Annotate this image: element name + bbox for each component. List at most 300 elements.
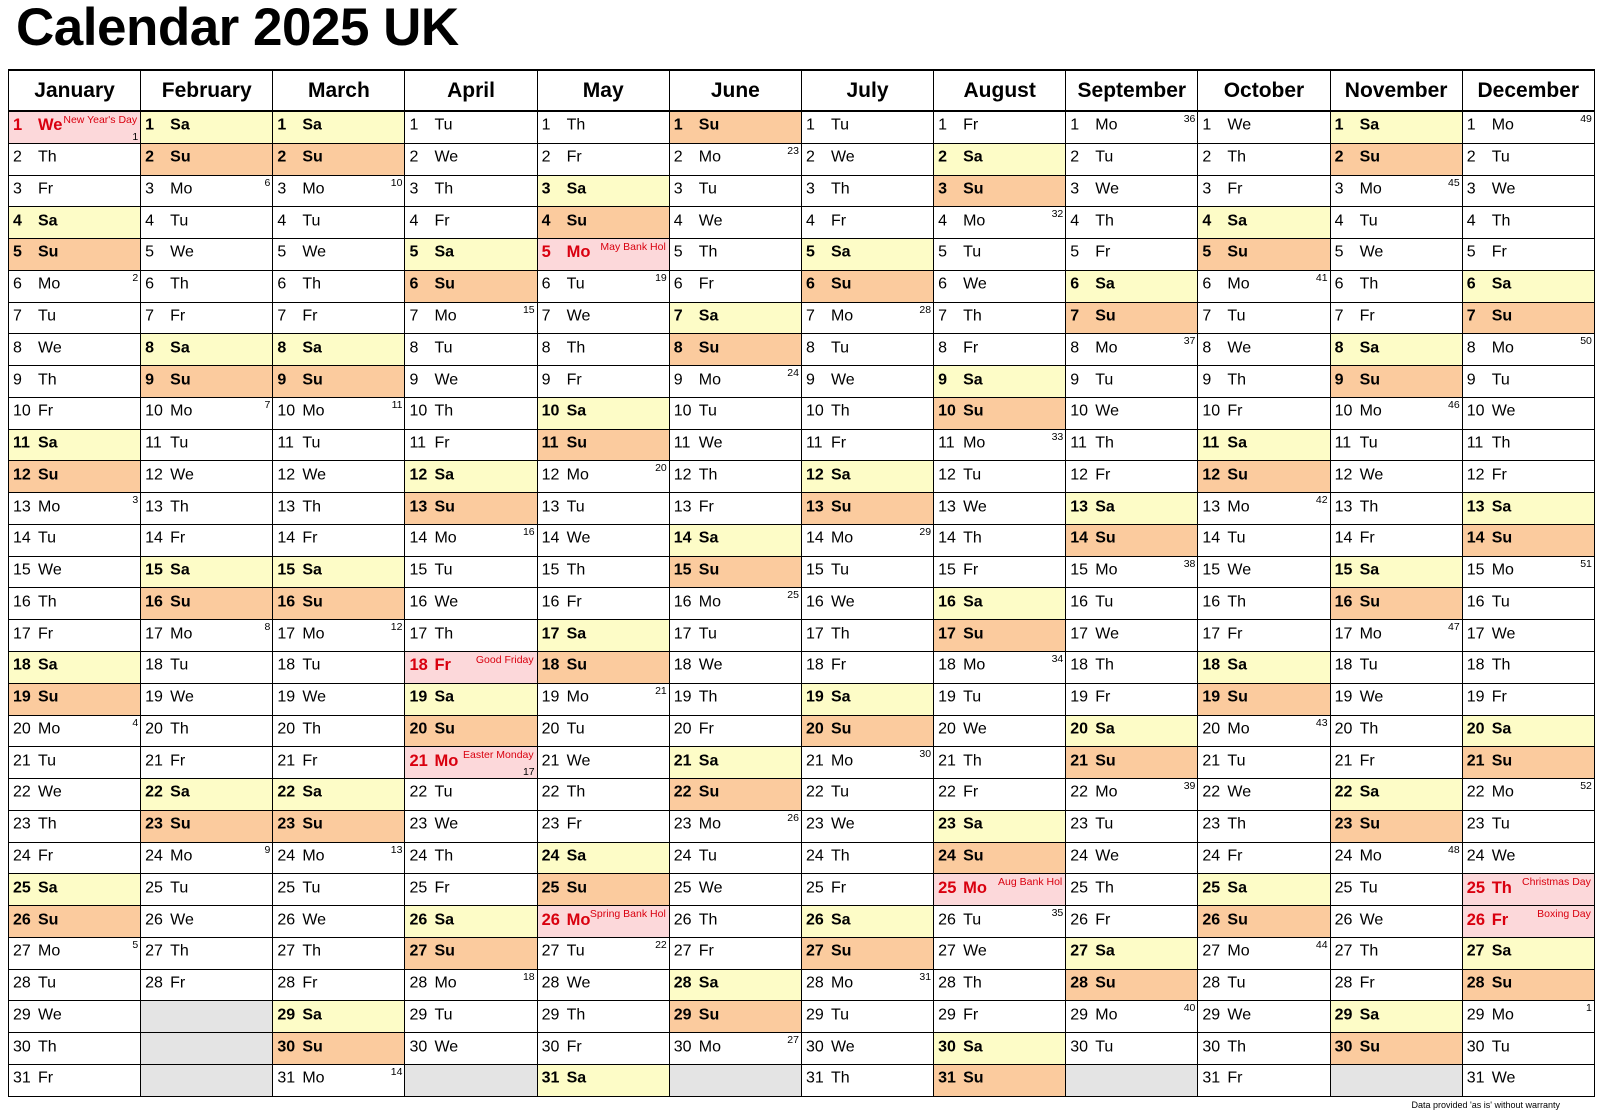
day-number: 11	[13, 434, 30, 452]
sunday-cell	[1066, 747, 1198, 779]
day-cell-content	[670, 557, 801, 588]
day-cell-content	[802, 334, 933, 365]
weekday-abbrev: We	[1359, 911, 1384, 929]
weekday-abbrev: Fr	[302, 529, 318, 547]
day-number: 5	[145, 243, 155, 261]
weekday-abbrev: Fr	[963, 784, 979, 802]
weekday-abbrev: Fr	[566, 815, 582, 833]
day-cell-content	[934, 334, 1065, 365]
day-number: 26	[145, 911, 163, 929]
day-cell	[1330, 461, 1462, 493]
week-number: 26	[787, 811, 799, 824]
day-cell-content	[670, 1001, 801, 1032]
weekday-abbrev: Th	[830, 402, 850, 420]
day-number: 23	[145, 815, 163, 833]
sunday-cell	[1330, 810, 1462, 842]
day-number: 20	[938, 720, 956, 738]
day-number: 3	[541, 180, 551, 198]
day-cell-content	[1066, 525, 1197, 556]
day-cell-content	[9, 970, 140, 1001]
sunday-cell	[9, 239, 141, 271]
day-cell-content	[405, 970, 536, 1001]
saturday-cell	[1198, 429, 1330, 461]
day-cell	[1198, 366, 1330, 398]
day-cell-content	[405, 684, 536, 715]
weekday-abbrev: Fr	[302, 307, 318, 325]
day-cell-content	[405, 843, 536, 874]
day-number: 30	[1202, 1038, 1221, 1056]
weekday-abbrev: Su	[1227, 466, 1248, 484]
day-cell-content	[934, 716, 1065, 747]
holiday-cell	[934, 874, 1066, 906]
day-cell-content	[141, 874, 272, 905]
weekday-abbrev: Mo	[698, 371, 722, 389]
saturday-cell	[537, 1064, 669, 1096]
week-number: 41	[1315, 271, 1328, 284]
holiday-cell	[405, 652, 537, 684]
day-cell	[9, 810, 141, 842]
weekday-abbrev: Fr	[434, 656, 451, 675]
day-cell-content	[1463, 207, 1594, 238]
day-cell-content	[405, 176, 536, 207]
weekday-abbrev: Th	[1359, 942, 1379, 960]
day-number: 9	[1202, 371, 1212, 389]
day-cell	[1066, 397, 1198, 429]
day-cell	[669, 143, 801, 175]
day-cell-content	[1463, 970, 1594, 1001]
day-cell-content	[1198, 176, 1329, 207]
weekday-abbrev: Mo	[830, 974, 854, 992]
weekday-abbrev: Th	[1095, 879, 1114, 897]
weekday-abbrev: Su	[698, 116, 720, 134]
weekday-abbrev: Th	[1491, 212, 1511, 230]
weekday-abbrev: Fr	[1095, 243, 1111, 261]
weekday-abbrev: Su	[963, 402, 984, 420]
day-cell-content	[273, 716, 404, 747]
day-cell-content	[1198, 461, 1329, 492]
day-number: 1	[673, 116, 683, 134]
day-cell-content	[802, 938, 933, 969]
sunday-cell	[1198, 906, 1330, 938]
day-number: 21	[938, 752, 956, 770]
day-number: 26	[1466, 910, 1486, 929]
day-number: 24	[13, 847, 31, 865]
weekday-abbrev: Th	[1359, 720, 1379, 738]
day-number: 29	[1466, 1006, 1485, 1024]
day-number: 26	[409, 911, 428, 929]
day-number: 22	[1466, 784, 1485, 802]
weekday-abbrev: Tu	[302, 212, 321, 230]
day-number: 11	[1466, 434, 1484, 452]
day-cell	[1462, 461, 1594, 493]
weekday-abbrev: Mo	[170, 625, 193, 643]
day-number: 28	[1202, 974, 1221, 992]
day-number: 10	[805, 402, 824, 420]
day-number: 25	[13, 879, 31, 897]
day-cell-content	[9, 811, 140, 842]
day-cell-content	[1066, 461, 1197, 492]
weekday-abbrev: Tu	[302, 879, 321, 897]
day-cell	[1462, 810, 1594, 842]
day-cell-content	[670, 303, 801, 334]
sunday-cell	[537, 207, 669, 239]
day-cell-content	[1066, 652, 1197, 683]
weekday-abbrev: Tu	[1095, 593, 1114, 611]
day-number: 23	[1070, 815, 1089, 833]
weekday-abbrev: Su	[1227, 243, 1248, 261]
day-cell	[801, 524, 933, 556]
weekday-abbrev: Sa	[1095, 720, 1115, 738]
day-cell-content	[9, 271, 140, 302]
day-number: 24	[409, 847, 428, 865]
day-cell-content	[1066, 334, 1197, 365]
day-cell	[1066, 175, 1198, 207]
weekday-abbrev: Fr	[1359, 529, 1375, 547]
day-cell	[1198, 397, 1330, 429]
weekday-abbrev: We	[1359, 688, 1384, 706]
day-cell-content	[934, 207, 1065, 238]
weekday-abbrev: Tu	[698, 180, 717, 198]
weekday-abbrev: Tu	[434, 116, 453, 134]
day-number: 9	[1334, 371, 1344, 389]
day-cell-content	[1463, 430, 1594, 461]
weekday-abbrev: Sa	[1359, 784, 1380, 802]
sunday-cell	[1066, 524, 1198, 556]
sunday-cell	[934, 620, 1066, 652]
day-cell	[141, 969, 273, 1001]
day-number: 15	[1334, 561, 1353, 579]
day-cell	[669, 588, 801, 620]
day-cell-content	[9, 874, 140, 905]
day-number: 30	[1070, 1038, 1089, 1056]
weekday-abbrev: Fr	[38, 1070, 54, 1088]
weekday-abbrev: Tu	[698, 847, 717, 865]
day-row	[9, 969, 1595, 1001]
day-number: 7	[1202, 307, 1212, 325]
weekday-abbrev: Tu	[1095, 371, 1114, 389]
day-number: 7	[673, 307, 683, 325]
day-cell-content	[538, 144, 669, 175]
weekday-abbrev: Sa	[1359, 116, 1380, 134]
day-cell	[537, 779, 669, 811]
holiday-cell	[1462, 874, 1594, 906]
weekday-abbrev: Sa	[302, 116, 322, 134]
day-number: 18	[805, 656, 824, 674]
day-cell	[934, 906, 1066, 938]
day-number: 19	[409, 688, 428, 706]
day-cell	[141, 937, 273, 969]
day-number: 24	[1466, 847, 1485, 865]
day-number: 11	[673, 434, 691, 452]
holiday-cell	[537, 906, 669, 938]
day-number: 22	[277, 784, 296, 802]
day-cell-content	[1463, 747, 1594, 778]
day-number: 29	[1202, 1006, 1221, 1024]
weekday-abbrev: Sa	[1359, 561, 1380, 579]
weekday-abbrev: Su	[302, 148, 323, 166]
weekday-abbrev: Tu	[1359, 434, 1378, 452]
day-number: 12	[938, 466, 956, 484]
day-cell-content	[802, 779, 933, 810]
week-number: 24	[787, 367, 799, 380]
day-cell-content	[1198, 747, 1329, 778]
day-number: 22	[409, 784, 428, 802]
day-number: 18	[409, 656, 428, 675]
day-cell-content	[1331, 557, 1462, 588]
weekday-abbrev: Th	[1359, 498, 1379, 516]
week-number: 31	[919, 970, 932, 983]
day-cell-content	[1331, 1001, 1462, 1032]
sunday-cell	[669, 1001, 801, 1033]
sunday-cell	[141, 588, 273, 620]
weekday-abbrev: Th	[170, 720, 189, 738]
saturday-cell	[1330, 556, 1462, 588]
weekday-abbrev: Th	[1227, 815, 1247, 833]
day-cell-content	[405, 747, 536, 778]
weekday-abbrev: We	[1095, 180, 1119, 198]
week-number: 27	[787, 1034, 799, 1047]
weekday-abbrev: Mo	[170, 180, 193, 198]
day-cell	[405, 429, 537, 461]
day-row	[9, 111, 1595, 143]
day-number: 28	[938, 974, 956, 992]
saturday-cell	[9, 429, 141, 461]
day-cell-content	[802, 1033, 933, 1064]
saturday-cell	[669, 524, 801, 556]
weekday-abbrev: Tu	[1095, 148, 1114, 166]
day-number: 8	[145, 339, 155, 357]
weekday-abbrev: We	[38, 561, 62, 579]
week-number: 16	[522, 525, 535, 538]
day-cell	[405, 366, 537, 398]
day-number: 2	[145, 148, 155, 166]
day-cell	[537, 969, 669, 1001]
day-number: 18	[277, 656, 296, 674]
day-number: 18	[1070, 656, 1089, 674]
day-cell-content	[141, 716, 272, 747]
day-number: 20	[1202, 720, 1221, 738]
weekday-abbrev: Fr	[170, 529, 186, 547]
week-number: 45	[1448, 176, 1460, 189]
weekday-abbrev: We	[1227, 339, 1252, 357]
week-number: 22	[655, 938, 667, 951]
day-number: 4	[673, 212, 683, 230]
weekday-abbrev: Fr	[698, 498, 714, 516]
weekday-abbrev: Sa	[698, 529, 719, 547]
day-cell	[1198, 175, 1330, 207]
day-cell-content	[670, 461, 801, 492]
day-cell-content	[1198, 525, 1329, 556]
day-cell-content	[1463, 1033, 1594, 1064]
day-number: 17	[673, 625, 692, 643]
day-number: 27	[805, 942, 824, 960]
weekday-abbrev: Mo	[38, 498, 61, 516]
day-number: 26	[805, 911, 824, 929]
day-number: 8	[673, 339, 683, 357]
day-number: 9	[145, 371, 155, 389]
weekday-abbrev: Su	[170, 148, 191, 166]
day-number: 18	[1202, 656, 1221, 674]
weekday-abbrev: Tu	[1227, 307, 1246, 325]
weekday-abbrev: Th	[698, 911, 718, 929]
weekday-abbrev: Sa	[830, 243, 851, 261]
weekday-abbrev: Su	[963, 180, 984, 198]
weekday-abbrev: Sa	[170, 116, 190, 134]
weekday-abbrev: We	[1491, 180, 1516, 198]
holiday-name: Boxing Day	[1537, 908, 1591, 921]
sunday-cell	[934, 842, 1066, 874]
day-cell-content	[405, 557, 536, 588]
day-cell-content	[1198, 970, 1329, 1001]
week-number: 11	[391, 398, 403, 411]
day-cell	[669, 715, 801, 747]
weekday-abbrev: Su	[1491, 529, 1513, 547]
day-number: 30	[13, 1038, 31, 1056]
day-number: 21	[1334, 752, 1353, 770]
day-number: 13	[145, 498, 163, 516]
day-cell	[1462, 175, 1594, 207]
weekday-abbrev: Mo	[566, 243, 591, 262]
sunday-cell	[1198, 683, 1330, 715]
day-cell	[1462, 429, 1594, 461]
day-cell-content	[538, 1033, 669, 1064]
day-cell	[934, 969, 1066, 1001]
day-cell-content	[1066, 398, 1197, 429]
weekday-abbrev: Sa	[963, 815, 983, 833]
weekday-abbrev: We	[1095, 402, 1119, 420]
weekday-abbrev: Fr	[830, 656, 847, 674]
sunday-cell	[934, 175, 1066, 207]
day-number: 17	[1202, 625, 1221, 643]
day-number: 3	[673, 180, 683, 198]
day-cell-content	[273, 557, 404, 588]
day-cell	[273, 683, 405, 715]
day-cell-content	[9, 684, 140, 715]
day-number: 12	[13, 466, 31, 484]
day-cell-content	[1198, 430, 1329, 461]
day-cell-content	[273, 620, 404, 651]
saturday-cell	[1330, 1001, 1462, 1033]
day-cell-content	[9, 398, 140, 429]
sunday-cell	[9, 906, 141, 938]
day-cell-content	[538, 779, 669, 810]
day-number: 19	[1466, 688, 1485, 706]
day-cell-content	[538, 684, 669, 715]
day-row	[9, 715, 1595, 747]
day-number: 19	[673, 688, 692, 706]
weekday-abbrev: Tu	[698, 402, 717, 420]
weekday-abbrev: Tu	[1227, 974, 1246, 992]
day-cell-content	[1198, 716, 1329, 747]
weekday-abbrev: Sa	[302, 561, 322, 579]
sunday-cell	[801, 715, 933, 747]
day-cell-content	[273, 652, 404, 683]
weekday-abbrev: Sa	[1227, 879, 1247, 897]
saturday-cell	[273, 111, 405, 143]
weekday-abbrev: Su	[1491, 307, 1513, 325]
day-cell	[273, 524, 405, 556]
day-cell-content	[141, 906, 272, 937]
weekday-abbrev: Th	[566, 339, 586, 357]
week-number: 2	[132, 271, 139, 284]
day-number: 19	[1334, 688, 1353, 706]
day-number: 2	[1070, 148, 1080, 166]
weekday-abbrev: Th	[302, 942, 321, 960]
day-cell-content	[802, 239, 933, 270]
weekday-abbrev: Su	[170, 371, 191, 389]
weekday-abbrev: Th	[434, 625, 454, 643]
day-number: 29	[673, 1006, 692, 1024]
day-cell-content	[1198, 239, 1329, 270]
day-cell	[934, 747, 1066, 779]
day-number: 10	[938, 402, 956, 420]
day-cell	[141, 175, 273, 207]
weekday-abbrev: We	[963, 942, 987, 960]
day-cell-content	[538, 970, 669, 1001]
day-cell	[141, 842, 273, 874]
weekday-abbrev: We	[1359, 466, 1384, 484]
saturday-cell	[9, 652, 141, 684]
weekday-abbrev: Tu	[170, 656, 189, 674]
day-number: 19	[145, 688, 163, 706]
day-number: 24	[1070, 847, 1089, 865]
weekday-abbrev: Mo	[963, 434, 986, 452]
weekday-abbrev: Su	[1227, 688, 1248, 706]
day-cell-content	[934, 525, 1065, 556]
day-cell-content	[802, 144, 933, 175]
day-number: 19	[938, 688, 956, 706]
weekday-abbrev: Tu	[1491, 371, 1510, 389]
day-cell-content	[141, 239, 272, 270]
day-cell-content	[934, 112, 1065, 143]
day-number: 22	[1070, 784, 1089, 802]
day-cell-content	[9, 843, 140, 874]
day-cell-content	[538, 334, 669, 365]
day-cell-content	[538, 906, 669, 937]
day-cell	[801, 1033, 933, 1065]
saturday-cell	[1330, 334, 1462, 366]
saturday-cell	[669, 302, 801, 334]
day-number: 10	[409, 402, 428, 420]
day-number: 15	[673, 561, 692, 579]
day-number: 1	[1334, 116, 1344, 134]
day-cell-content	[9, 144, 140, 175]
weekday-abbrev: We	[170, 911, 194, 929]
sunday-cell	[273, 588, 405, 620]
weekday-abbrev: Su	[698, 784, 720, 802]
day-number: 16	[1466, 593, 1485, 611]
day-cell-content	[405, 430, 536, 461]
day-number: 20	[673, 720, 692, 738]
day-cell-content	[405, 334, 536, 365]
day-cell-content	[802, 1065, 933, 1096]
weekday-abbrev: Sa	[566, 625, 587, 643]
day-cell-content	[1331, 620, 1462, 651]
weekday-abbrev: We	[1491, 1070, 1516, 1088]
holiday-name: Good Friday	[475, 654, 534, 667]
day-cell-content	[1066, 493, 1197, 524]
day-row	[9, 302, 1595, 334]
sunday-cell	[141, 810, 273, 842]
weekday-abbrev: Fr	[566, 371, 582, 389]
day-cell-content	[670, 239, 801, 270]
weekday-abbrev: Sa	[1491, 275, 1512, 293]
saturday-cell	[934, 588, 1066, 620]
day-cell-content	[1463, 779, 1594, 810]
weekday-abbrev: We	[434, 1038, 459, 1056]
empty-cell	[141, 1064, 273, 1096]
day-cell	[1330, 175, 1462, 207]
